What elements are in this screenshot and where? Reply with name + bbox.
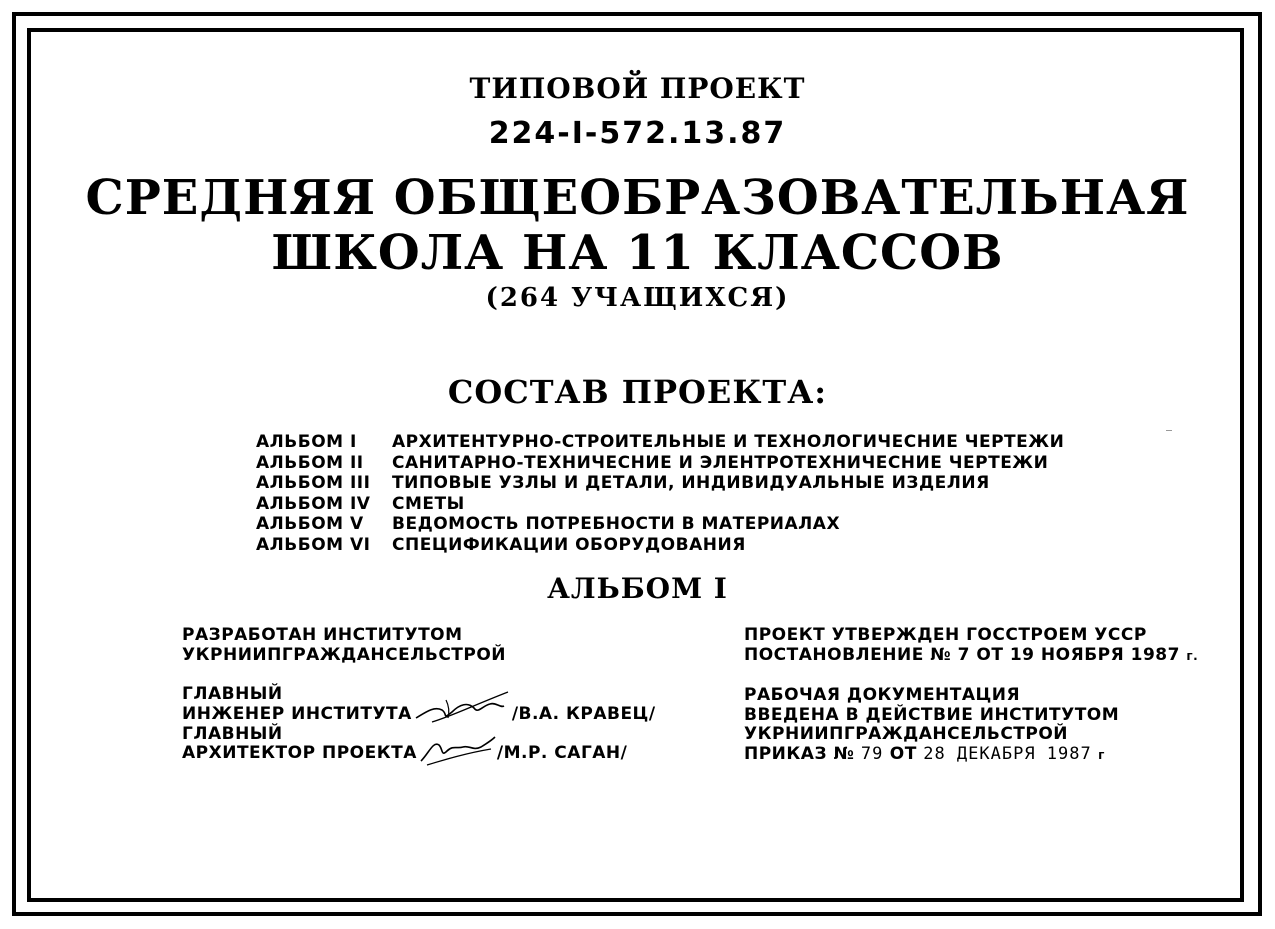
album-row (256, 494, 1064, 515)
album-description: СПЕЦИФИКАЦИИ ОБОРУДОВАНИЯ (392, 534, 746, 555)
current-album-heading: АЛЬБОМ I (547, 572, 728, 605)
chief-engineer-title-1: ГЛАВНЫЙ (182, 684, 283, 704)
chief-architect-title-2: АРХИТЕКТОР ПРОЕКТА (182, 743, 417, 764)
album-description: САНИТАРНО-ТЕХНИЧЕСНИЕ И ЭЛЕНТРОТЕХНИЧЕСНИЕ ЧЕРТЕЖИ (392, 452, 1049, 473)
album-row (256, 432, 1064, 453)
chief-architect-line (182, 744, 656, 764)
album-row (256, 535, 1064, 556)
title-subtitle: (264 УЧАЩИХСЯ) (485, 283, 790, 313)
album-description: ВЕДОМОСТЬ ПОТРЕБНОСТИ В МАТЕРИАЛАХ (392, 514, 841, 534)
order-year-suffix: г (1098, 747, 1105, 762)
album-row (256, 514, 1064, 535)
approval-line-2 (744, 646, 1198, 667)
chief-architect-signature (417, 727, 497, 767)
approval-decree: ПОСТАНОВЛЕНИЕ № 7 ОТ 19 НОЯБРЯ 1987 (744, 644, 1180, 665)
approval-year-suffix: г. (1186, 648, 1199, 663)
title-line-1: СРЕДНЯЯ ОБЩЕОБРАЗОВАТЕЛЬНАЯ (85, 170, 1190, 226)
composition-heading: СОСТАВ ПРОЕКТА: (447, 373, 828, 411)
album-number: АЛЬБОМ II (256, 452, 364, 473)
chief-engineer-name: /В.А. КРАВЕЦ/ (511, 703, 656, 724)
documentation-line-1: РАБОЧАЯ ДОКУМЕНТАЦИЯ (744, 685, 1021, 705)
album-number: АЛЬБОМ IV (256, 493, 371, 514)
developer-institute: УКРНИИПГРАЖДАНСЕЛЬСТРОЙ (182, 644, 507, 665)
project-type-label: ТИПОВОЙ ПРОЕКТ (469, 72, 806, 105)
album-row (256, 453, 1064, 474)
developer-line-1: РАЗРАБОТАН ИНСТИТУТОМ (182, 625, 463, 645)
album-description: АРХИТЕНТУРНО-СТРОИТЕЛЬНЫЕ И ТЕХНОЛОГИЧЕСНИЕ ЧЕРТЕЖИ (392, 432, 1065, 452)
album-list (256, 432, 1064, 555)
documentation-institute: УКРНИИПГРАЖДАНСЕЛЬСТРОЙ (744, 724, 1069, 744)
approval-line-1: ПРОЕКТ УТВЕРЖДЕН ГОССТРОЕМ УССР (744, 625, 1147, 645)
chief-engineer-signature (412, 688, 512, 728)
chief-engineer-title-2: ИНЖЕНЕР ИНСТИТУТА (182, 703, 412, 724)
scan-speck (1166, 430, 1172, 431)
approval-block (744, 626, 1198, 765)
order-number: 79 (860, 743, 884, 764)
album-row (256, 473, 1064, 494)
order-label: ПРИКАЗ № (744, 743, 861, 764)
project-code: 224-I-572.13.87 (488, 116, 787, 151)
documentation-line-2: ВВЕДЕНА В ДЕЙСТВИЕ ИНСТИТУТОМ (744, 704, 1120, 725)
chief-architect-title-1: ГЛАВНЫЙ (182, 723, 283, 744)
album-description: СМЕТЫ (392, 493, 465, 514)
order-date: 28 ДЕКАБРЯ 1987 (923, 743, 1092, 764)
order-date-label: ОТ (883, 743, 924, 764)
developer-block (182, 626, 656, 764)
album-number: АЛЬБОМ III (256, 473, 371, 493)
album-description: ТИПОВЫЕ УЗЛЫ И ДЕТАЛИ, ИНДИВИДУАЛЬНЫЕ ИЗДЕЛИЯ (392, 473, 990, 493)
chief-architect-name: /М.Р. САГАН/ (496, 743, 628, 764)
album-number: АЛЬБОМ VI (256, 534, 371, 555)
title-line-2: ШКОЛА НА 11 КЛАССОВ (271, 225, 1004, 281)
order-line (744, 745, 1198, 766)
album-number: АЛЬБОМ V (256, 514, 364, 534)
chief-engineer-line (182, 705, 656, 725)
album-number: АЛЬБОМ I (256, 432, 357, 452)
